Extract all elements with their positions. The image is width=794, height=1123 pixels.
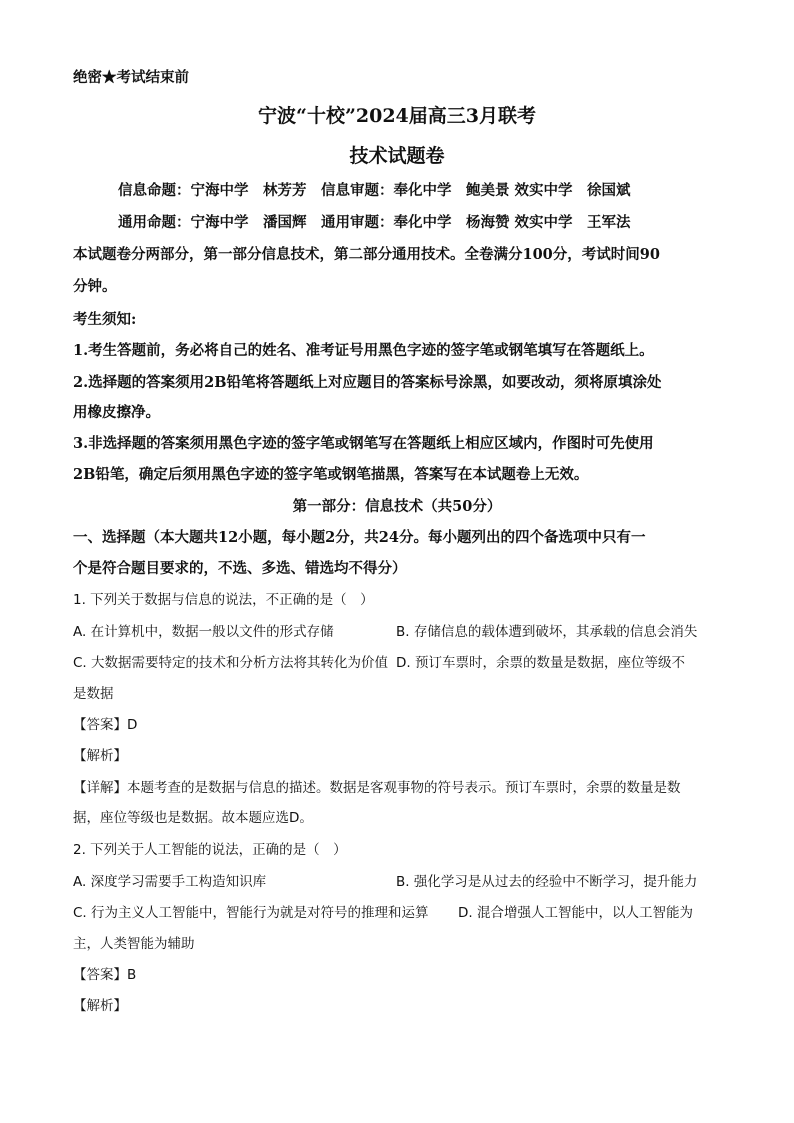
notice-item-2-cont: 用橡皮擦净。 — [73, 404, 160, 421]
q1-detail: 【详解】本题考查的是数据与信息的描述。数据是客观事物的符号表示。预订车票时，余票的数量是数 — [73, 780, 681, 796]
page-subtitle: 技术试题卷 — [349, 145, 445, 167]
q1-answer: 【答案】D — [73, 717, 138, 733]
page-title: 宁波“十校”2024届高三3月联考 — [258, 105, 536, 127]
notice-item-3: 3.非选择题的答案须用黑色字迹的签字笔或钢笔写在答题纸上相应区域内，作图时可先使用 — [73, 435, 654, 452]
credits-info: 信息命题：宁海中学 林芳芳 信息审题：奉化中学 鲍美景 效实中学 徐国斌 — [118, 182, 631, 199]
intro-line-2: 分钟。 — [73, 278, 117, 295]
notice-item-1: 1.考生答题前，务必将自己的姓名、准考证号用黑色字迹的签字笔或钢笔填写在答题纸上。 — [73, 342, 654, 359]
notice-item-3-cont: 2B铅笔，确定后须用黑色字迹的签字笔或钢笔描黑，答案写在本试题卷上无效。 — [73, 466, 589, 483]
q1-analysis: 【解析】 — [73, 748, 127, 764]
q2-analysis: 【解析】 — [73, 998, 127, 1014]
q1-option-d-cont: 是数据 — [73, 686, 114, 702]
q1-option-d: D. 预订车票时，余票的数量是数据，座位等级不 — [396, 655, 685, 671]
notice-item-2: 2.选择题的答案须用2B铅笔将答题纸上对应题目的答案标号涂黑，如要改动，须将原填涂处 — [73, 374, 662, 391]
q2-option-d: D. 混合增强人工智能中，以人工智能为 — [458, 905, 693, 921]
credits-general: 通用命题：宁海中学 潘国辉 通用审题：奉化中学 杨海赞 效实中学 王军法 — [118, 214, 631, 231]
part1-heading: 第一部分：信息技术（共50分） — [292, 498, 502, 515]
q1-option-a: A. 在计算机中，数据一般以文件的形式存储 — [73, 624, 334, 640]
intro-line-1: 本试题卷分两部分，第一部分信息技术，第二部分通用技术。全卷满分100分，考试时间90 — [73, 246, 660, 263]
q1-stem: 1. 下列关于数据与信息的说法，不正确的是（ ） — [73, 592, 374, 608]
q2-option-b: B. 强化学习是从过去的经验中不断学习，提升能力 — [396, 874, 698, 890]
section-heading: 一、选择题（本大题共12小题，每小题2分，共24分。每小题列出的四个备选项中只有一 — [73, 529, 646, 546]
q2-option-d-cont: 主，人类智能为辅助 — [73, 936, 195, 952]
section-heading-cont: 个是符合题目要求的，不选、多选、错选均不得分） — [73, 560, 407, 577]
q2-option-c: C. 行为主义人工智能中，智能行为就是对符号的推理和运算 — [73, 905, 429, 921]
confidential-label: 绝密★考试结束前 — [73, 69, 189, 86]
q1-option-b: B. 存储信息的载体遭到破坏，其承载的信息会消失 — [396, 624, 698, 640]
notice-heading: 考生须知: — [73, 311, 137, 328]
q1-option-c: C. 大数据需要特定的技术和分析方法将其转化为价值 — [73, 655, 389, 671]
q2-option-a: A. 深度学习需要手工构造知识库 — [73, 874, 267, 890]
q1-detail-cont: 据，座位等级也是数据。故本题应选D。 — [73, 810, 313, 826]
q2-answer: 【答案】B — [73, 967, 137, 983]
q2-stem: 2. 下列关于人工智能的说法，正确的是（ ） — [73, 842, 347, 858]
